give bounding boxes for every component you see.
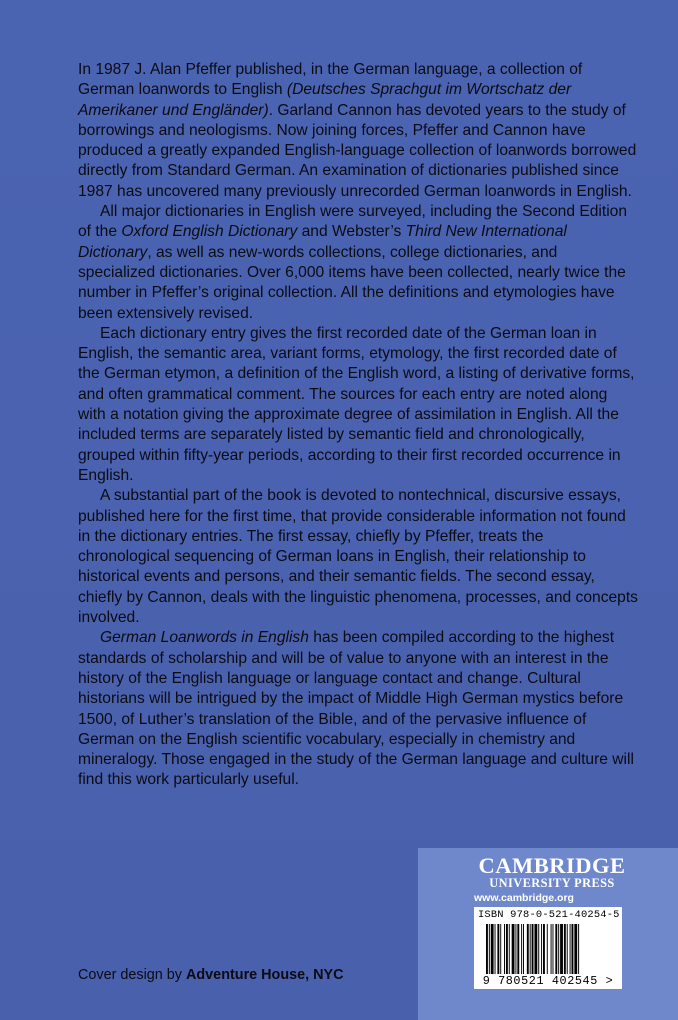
p2-text-c: , as well as new-words collections, college dictionaries, and specialized dictionaries. Over 6,000 items have been collected, nearly twice the number in Pfeffer’s original collection. All the definitions and etymologies have been extensively revised. [78, 243, 626, 322]
description-blurb [78, 60, 638, 791]
barcode-bar [553, 924, 554, 974]
blurb-paragraph-3: Each dictionary entry gives the first recorded date of the German loan in English, the semantic area, variant forms, etymology, the first recorded date of the German etymon, a definition of the English word, a listing of derivative forms, and often grammatical comment. The sources for each entry are noted along with a notation giving the approximate degree of assimilation in English. All the included terms are separately listed by semantic field and chronologically, grouped within fifty-year periods, according to their first recorded occurrence in English. [78, 324, 635, 484]
barcode-bar [572, 924, 574, 974]
barcode-bar [517, 924, 519, 974]
barcode-bar [506, 924, 508, 974]
blurb-paragraph-1 [78, 60, 638, 202]
barcode-bar [530, 924, 531, 974]
barcode-bar [504, 924, 505, 974]
barcode-bar [534, 924, 537, 974]
publisher-url: www.cambridge.org [474, 892, 574, 904]
barcode-bar [567, 924, 568, 974]
isbn-label: ISBN 978-0-521-40254-5 [478, 909, 620, 921]
publisher-subtitle: UNIVERSITY PRESS [489, 876, 615, 890]
barcode-bar [578, 924, 579, 974]
barcode-bar [521, 924, 522, 974]
barcode-bar [551, 924, 552, 974]
publisher-name: CAMBRIDGE [478, 853, 626, 878]
credit-prefix: Cover design by [78, 967, 186, 983]
barcode-bar [497, 924, 499, 974]
barcode-bar [543, 924, 545, 974]
p2-text-a: All major dictionaries in English were surveyed, including the Second Edition of the [78, 203, 628, 241]
barcode-bar [512, 924, 515, 974]
blurb-paragraph-4: A substantial part of the book is devoted to nontechnical, discursive essays, published here for the first time, that provide considerable information not found in the dictionary entries. The first essay, chiefly by Pfeffer, treats the chronological sequencing of German loans in English, their relationship to historical events and persons, and their semantic fields. The second essay, chiefly by Cannon, deals with the linguistic phenomena, processes, and concepts involved. [78, 487, 638, 627]
barcode-bar [560, 924, 563, 974]
barcode-bar [500, 924, 501, 974]
barcode-bar [564, 924, 566, 974]
barcode-bar [489, 924, 490, 974]
barcode-bar [558, 924, 559, 974]
barcode-bar [538, 924, 539, 974]
blurb-paragraph-2 [78, 202, 638, 324]
p2-oed-title: Oxford English Dictionary [121, 223, 298, 241]
barcode-bar [486, 924, 488, 974]
barcode-bar [515, 924, 516, 974]
p5-text-a: has been compiled according to the highest standards of scholarship and will be of value to anyone with an interest in the history of the English language or language contact and change. Cultural historians will be intrigued by the impact of Middle High German mystics before 1500, of Luther’s translation of the Bible, and of the pervasive influence of German on the English scientific vocabulary, especially in chemistry and mineralogy. Those engaged in the study of the German language and culture will find this work particularly useful. [78, 629, 634, 789]
barcode-bar [555, 924, 557, 974]
barcode-bar [491, 924, 494, 974]
barcode-bar [495, 924, 496, 974]
credit-designer: Adventure House, NYC [186, 967, 344, 983]
cover-credit [78, 966, 344, 984]
barcode-bars [486, 924, 612, 974]
p5-book-title: German Loanwords in English [100, 629, 309, 647]
blurb-paragraph-5 [78, 628, 638, 790]
barcode-bar [532, 924, 534, 974]
barcode-bar [527, 924, 529, 974]
p1-german-title: (Deutsches Sprachgut im Wortschatz der Amerikaner und Engländer) [78, 81, 572, 119]
barcode-bar [574, 924, 577, 974]
barcode-bar [570, 924, 571, 974]
p2-webster-title: Third New International Dictionary [78, 223, 567, 261]
p2-text-b: and Webster’s [297, 223, 406, 241]
p1-text-a: In 1987 J. Alan Pfeffer published, in the German language, a collection of German loanwords to English [78, 61, 583, 99]
barcode-bar [547, 924, 548, 974]
p1-text-b: . Garland Cannon has devoted years to the study of borrowings and neologisms. Now joining forces, Pfeffer and Cannon have produced a greatly expanded English-language collection of loanwords borrowed directly from Standard German. An examination of dictionaries published since 1987 has uncovered many previously unrecorded German loanwords in English. [78, 101, 637, 200]
barcode-bar [541, 924, 542, 974]
barcode-bar [523, 924, 524, 974]
barcode-bar [509, 924, 510, 974]
barcode-digits: 9 780521 402545 > [482, 974, 614, 988]
